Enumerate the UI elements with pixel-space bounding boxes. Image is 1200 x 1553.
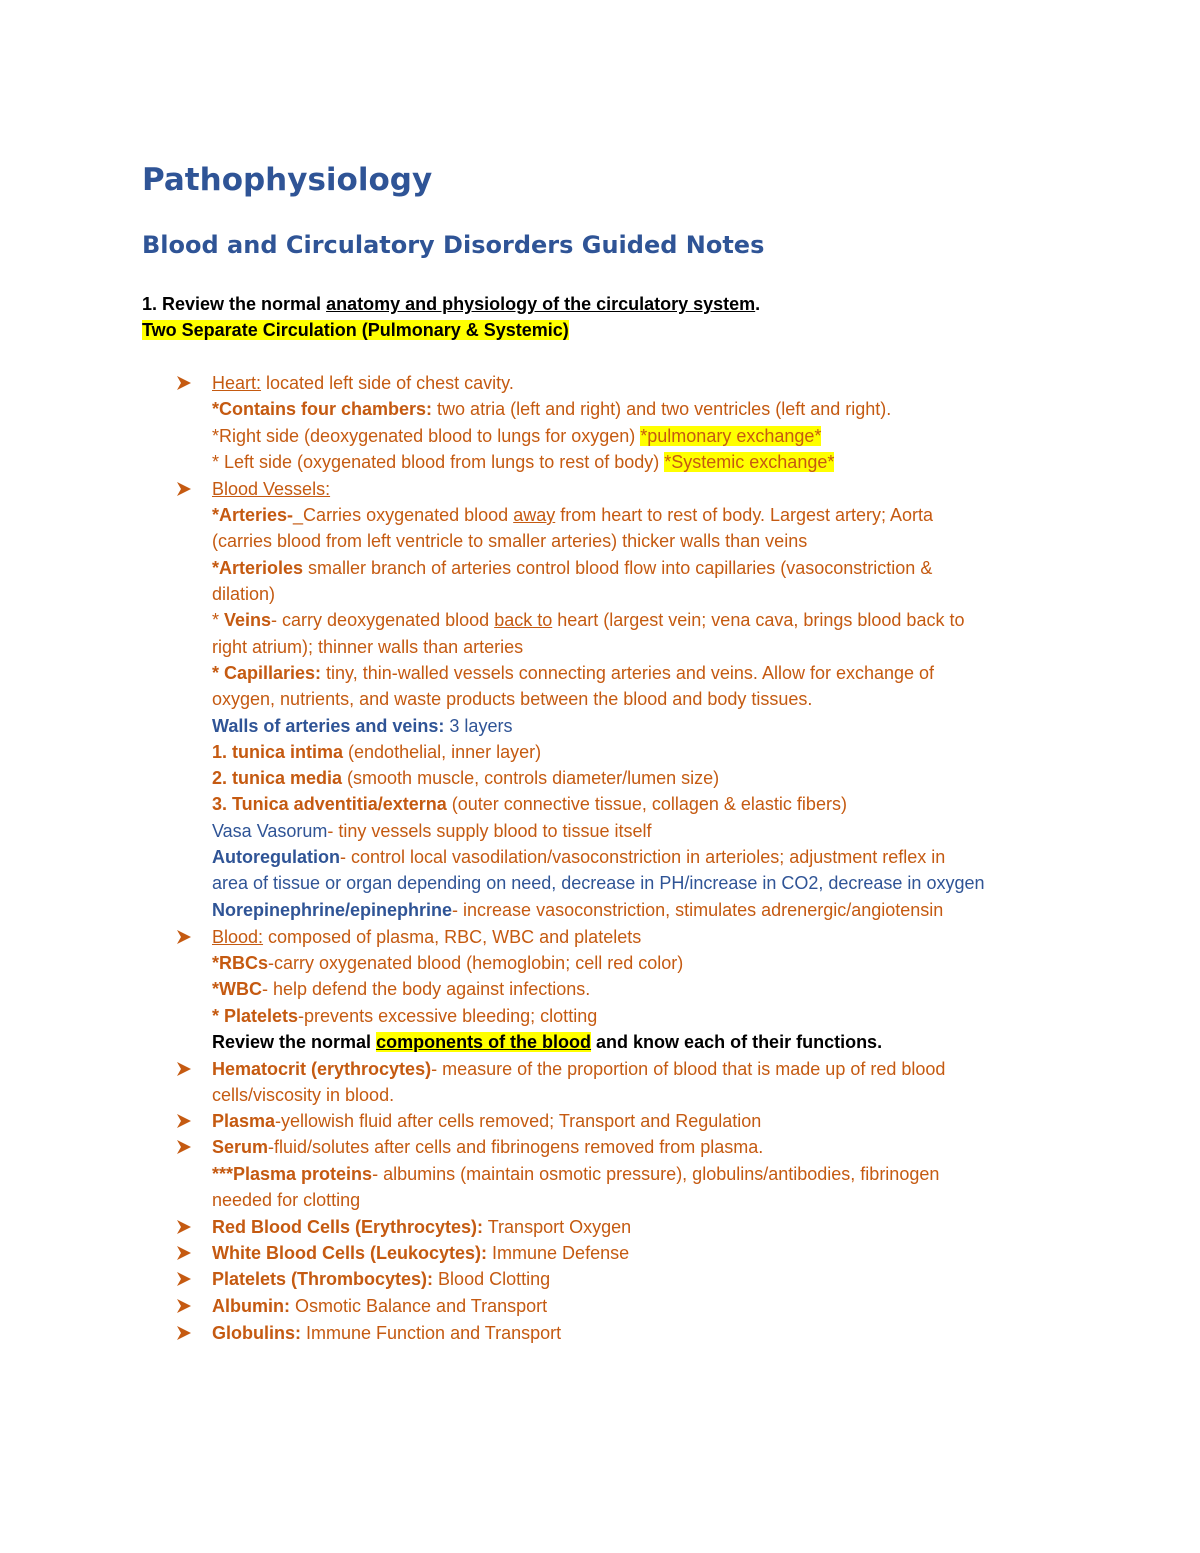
tunica-adventitia-line: 3. Tunica adventitia/externa (outer connective tissue, collagen & elastic fibers) <box>212 794 847 814</box>
plasma-proteins-line-2: needed for clotting <box>212 1190 361 1210</box>
capillaries-line-2: oxygen, nutrients, and waste products between the blood and body tissues. <box>212 689 813 709</box>
plasma-proteins-line: ***Plasma proteins- albumins (maintain osmotic pressure), globulins/antibodies, fibrinogen <box>212 1164 940 1184</box>
veins-line-2: right atrium); thinner walls than arteries <box>212 637 524 657</box>
arrowhead-bullet-icon <box>176 1056 194 1082</box>
autoregulation-line-2: area of tissue or organ depending on need, decrease in PH/increase in CO2, decrease in oxygen <box>212 873 985 893</box>
tunica-media-line: 2. tunica media (smooth muscle, controls diameter/lumen size) <box>212 768 720 788</box>
platelets-line: * Platelets-prevents excessive bleeding; clotting <box>212 1006 598 1026</box>
arrowhead-bullet-icon <box>176 1266 194 1292</box>
arrowhead-bullet-icon <box>176 1320 194 1346</box>
platelets-bullet: Platelets (Thrombocytes): Blood Clotting <box>212 1269 551 1289</box>
blood-bullet: Blood: composed of plasma, RBC, WBC and platelets <box>212 927 642 947</box>
heart-left-side: * Left side (oxygenated blood from lungs to rest of body) *Systemic exchange* <box>212 452 835 472</box>
globulins-bullet: Globulins: Immune Function and Transport <box>212 1323 562 1343</box>
plasma-bullet: Plasma-yellowish fluid after cells removed; Transport and Regulation <box>212 1111 762 1131</box>
veins-line: * Veins- carry deoxygenated blood back to heart (largest vein; vena cava, brings blood back to <box>212 610 965 630</box>
review-components-line: Review the normal components of the blood and know each of their functions. <box>212 1032 883 1052</box>
vasa-vasorum-line: Vasa Vasorum- tiny vessels supply blood to tissue itself <box>212 821 652 841</box>
section-1-heading: 1. Review the normal anatomy and physiology of the circulatory system. <box>142 294 761 314</box>
arrowhead-bullet-icon <box>176 1293 194 1319</box>
hematocrit-bullet: Hematocrit (erythrocytes)- measure of the proportion of blood that is made up of red blood <box>212 1059 946 1079</box>
red-blood-cells-bullet: Red Blood Cells (Erythrocytes): Transport Oxygen <box>212 1217 632 1237</box>
arterioles-line: *Arterioles smaller branch of arteries control blood flow into capillaries (vasoconstriction & <box>212 558 933 578</box>
autoregulation-line: Autoregulation- control local vasodilation/vasoconstriction in arterioles; adjustment reflex in <box>212 847 946 867</box>
blood-vessels-bullet: Blood Vessels: <box>212 479 331 499</box>
capillaries-line: * Capillaries: tiny, thin-walled vessels connecting arteries and veins. Allow for exchange of <box>212 663 935 683</box>
tunica-intima-line: 1. tunica intima (endothelial, inner layer) <box>212 742 542 762</box>
arrowhead-bullet-icon <box>176 476 194 502</box>
page-title: Pathophysiology <box>142 162 433 198</box>
rbcs-line: *RBCs-carry oxygenated blood (hemoglobin; cell red color) <box>212 953 684 973</box>
white-blood-cells-bullet: White Blood Cells (Leukocytes): Immune Defense <box>212 1243 630 1263</box>
wbc-line: *WBC- help defend the body against infections. <box>212 979 591 999</box>
arrowhead-bullet-icon <box>176 1240 194 1266</box>
heart-chambers: *Contains four chambers: two atria (left and right) and two ventricles (left and right). <box>212 399 892 419</box>
albumin-bullet: Albumin: Osmotic Balance and Transport <box>212 1296 548 1316</box>
norepinephrine-line: Norepinephrine/epinephrine- increase vasoconstriction, stimulates adrenergic/angiotensin <box>212 900 944 920</box>
walls-line: Walls of arteries and veins: 3 layers <box>212 716 513 736</box>
arterioles-line-2: dilation) <box>212 584 276 604</box>
heart-right-side: *Right side (deoxygenated blood to lungs for oxygen) *pulmonary exchange* <box>212 426 822 446</box>
serum-bullet: Serum-fluid/solutes after cells and fibrinogens removed from plasma. <box>212 1137 764 1157</box>
heart-bullet: Heart: located left side of chest cavity. <box>212 373 514 393</box>
page-subtitle: Blood and Circulatory Disorders Guided Notes <box>142 231 765 259</box>
arteries-line-2: (carries blood from left ventricle to smaller arteries) thicker walls than veins <box>212 531 808 551</box>
arteries-line: *Arteries-_Carries oxygenated blood away from heart to rest of body. Largest artery; Aorta <box>212 505 934 525</box>
hematocrit-line-2: cells/viscosity in blood. <box>212 1085 395 1105</box>
arrowhead-bullet-icon <box>176 1214 194 1240</box>
arrowhead-bullet-icon <box>176 924 194 950</box>
section-1-highlight: Two Separate Circulation (Pulmonary & Systemic) <box>142 320 569 340</box>
arrowhead-bullet-icon <box>176 1134 194 1160</box>
arrowhead-bullet-icon <box>176 1108 194 1134</box>
arrowhead-bullet-icon <box>176 370 194 396</box>
